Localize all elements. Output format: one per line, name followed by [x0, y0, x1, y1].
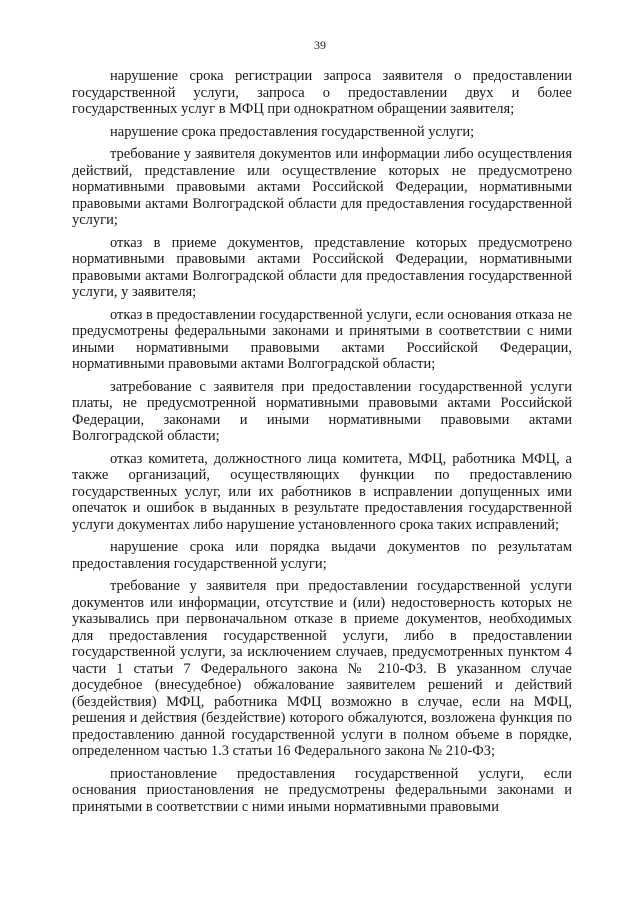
paragraph-registration-violation: нарушение срока регистрации запроса заявителя о предоставлении государственной услуги, запроса о предоставлении двух и более государственных услуг в МФЦ при однократном обращении заявителя;	[72, 68, 572, 117]
paragraph-refusal-acceptance: отказ в приеме документов, представление которых предусмотрено нормативными правовыми актами Российской Федерации, нормативными правовыми актами Волгоградской области для предоставления государственной услуги, у заявителя;	[72, 234, 572, 300]
paragraph-issuance-violation: нарушение срока или порядка выдачи документов по результатам предоставления государственной услуги;	[72, 539, 572, 572]
document-body	[72, 68, 572, 821]
paragraph-documents-requirement: требование у заявителя документов или информации либо осуществления действий, представление или осуществление которых не предусмотрено нормативными правовыми актами Российской Федерации, нормативными правовыми актами Волгоградской области для предоставления государственной услуги;	[72, 146, 572, 228]
paragraph-additional-documents: требование у заявителя при предоставлении государственной услуги документов или информации, отсутствие и (или) недостоверность которых не указывались при первоначальном отказе в приеме документов, необходимых для предоставления государственной услуги, либо в предоставлении государственной услуги, за исключением случаев, предусмотренных пунктом 4 части 1 статьи 7 Федерального закона № 210-ФЗ. В указанном случае досудебное (внесудебное) обжалование заявителем решений и действий (бездействия) МФЦ, работника МФЦ возможно в случае, если на МФЦ, решения и действия (бездействие) которого обжалуются, возложена функция по предоставлению данной государственной услуги в полном объеме в порядке, определенном частью 1.3 статьи 16 Федерального закона № 210-ФЗ;	[72, 578, 572, 759]
page-number: 39	[314, 38, 326, 52]
paragraph-refusal-service: отказ в предоставлении государственной услуги, если основания отказа не предусмотрены федеральными законами и принятыми в соответствии с ними иными нормативными правовыми актами Российской Федерации, нормативными правовыми актами Волгоградской области;	[72, 306, 572, 372]
paragraph-fee-demand: затребование с заявителя при предоставлении государственной услуги платы, не предусмотренной нормативными правовыми актами Российской Федерации, законами и иными нормативными правовыми актами Волгоградской области;	[72, 378, 572, 444]
paragraph-correction-refusal: отказ комитета, должностного лица комитета, МФЦ, работника МФЦ, а также организаций, осуществляющих функции по предоставлению государственных услуг, или их работников в исправлении допущенных ими опечаток и ошибок в выданных в результате предоставления государственной услуги документах либо нарушение установленного срока таких исправлений;	[72, 450, 572, 533]
paragraph-suspension: приостановление предоставления государственной услуги, если основания приостановления не предусмотрены федеральными законами и принятыми в соответствии с ними иными нормативными правовыми	[72, 765, 572, 815]
paragraph-deadline-violation: нарушение срока предоставления государственной услуги;	[110, 123, 475, 140]
